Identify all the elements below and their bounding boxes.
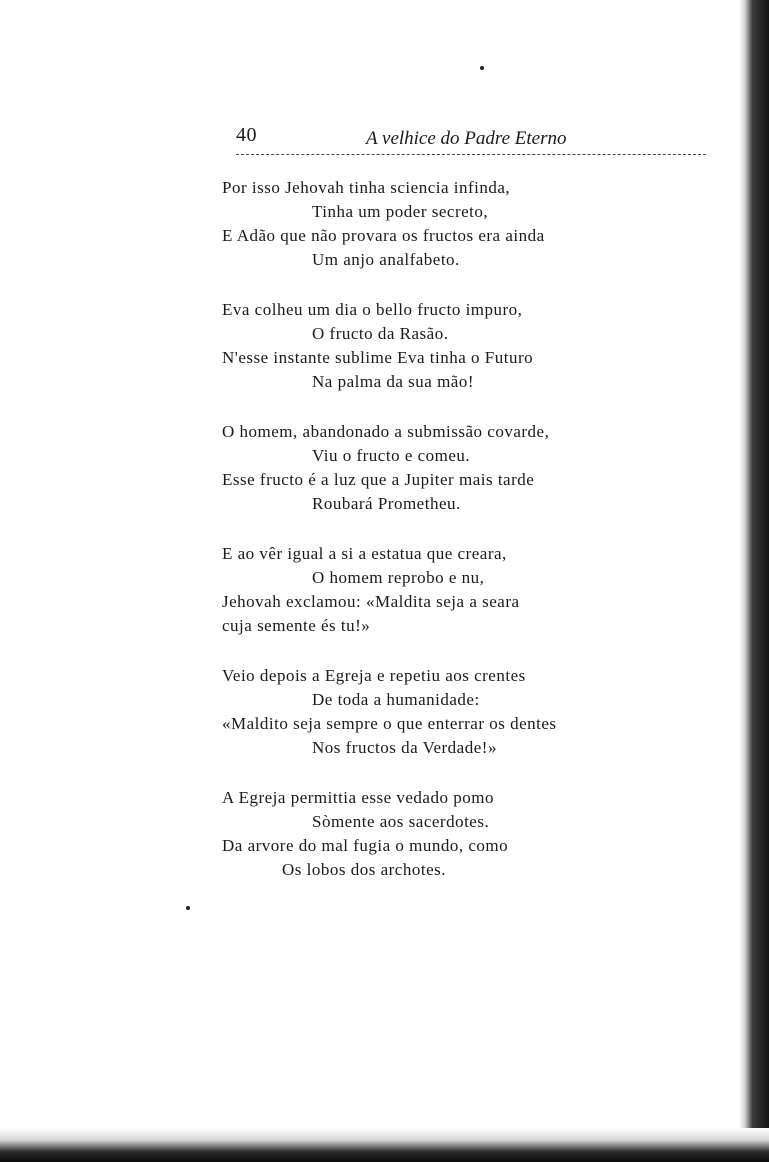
verse-line: N'esse instante sublime Eva tinha o Futuro bbox=[222, 348, 534, 367]
verse-line: E Adão que não provara os fructos era ainda bbox=[222, 226, 545, 245]
verse-line: Nos fructos da Verdade!» bbox=[312, 738, 497, 757]
running-title: A velhice do Padre Eterno bbox=[366, 128, 567, 149]
verse-line: Os lobos dos archotes. bbox=[282, 860, 446, 879]
verse-line: E ao vêr igual a si a estatua que creara, bbox=[222, 544, 507, 563]
verse-line: «Maldito seja sempre o que enterrar os dentes bbox=[222, 714, 557, 733]
stanza bbox=[222, 176, 642, 272]
verse-line: Sòmente aos sacerdotes. bbox=[312, 812, 490, 831]
stanza bbox=[222, 420, 642, 516]
verse-line: O homem, abandonado a submissão covarde, bbox=[222, 422, 550, 441]
stanza bbox=[222, 664, 642, 760]
poem bbox=[222, 176, 642, 908]
verse-line: Jehovah exclamou: «Maldita seja a seara bbox=[222, 592, 520, 611]
page-edge-shadow bbox=[739, 0, 769, 1140]
verse-line: Tinha um poder secreto, bbox=[312, 202, 489, 221]
page-number: 40 bbox=[236, 124, 257, 146]
ink-speck bbox=[186, 906, 190, 910]
verse-line: Veio depois a Egreja e repetiu aos crentes bbox=[222, 666, 526, 685]
verse-line: Por isso Jehovah tinha sciencia infinda, bbox=[222, 178, 511, 197]
verse-line: A Egreja permittia esse vedado pomo bbox=[222, 788, 494, 807]
verse-line: Da arvore do mal fugia o mundo, como bbox=[222, 836, 509, 855]
verse-line: Viu o fructo e comeu. bbox=[312, 446, 471, 465]
page-bottom-shadow bbox=[0, 1128, 769, 1162]
verse-line: Eva colheu um dia o bello fructo impuro, bbox=[222, 300, 523, 319]
stanza bbox=[222, 542, 642, 638]
verse-line: Esse fructo é a luz que a Jupiter mais tarde bbox=[222, 470, 535, 489]
stanza bbox=[222, 298, 642, 394]
stanza bbox=[222, 786, 642, 882]
verse-line: Um anjo analfabeto. bbox=[312, 250, 460, 269]
verse-line: O fructo da Rasão. bbox=[312, 324, 449, 343]
page-header bbox=[236, 124, 706, 155]
verse-line: Na palma da sua mão! bbox=[312, 372, 474, 391]
verse-line: Roubará Prometheu. bbox=[312, 494, 461, 513]
verse-line: O homem reprobo e nu, bbox=[312, 568, 485, 587]
verse-line: cuja semente és tu!» bbox=[222, 616, 371, 635]
ink-speck bbox=[480, 66, 484, 70]
verse-line: De toda a humanidade: bbox=[312, 690, 480, 709]
